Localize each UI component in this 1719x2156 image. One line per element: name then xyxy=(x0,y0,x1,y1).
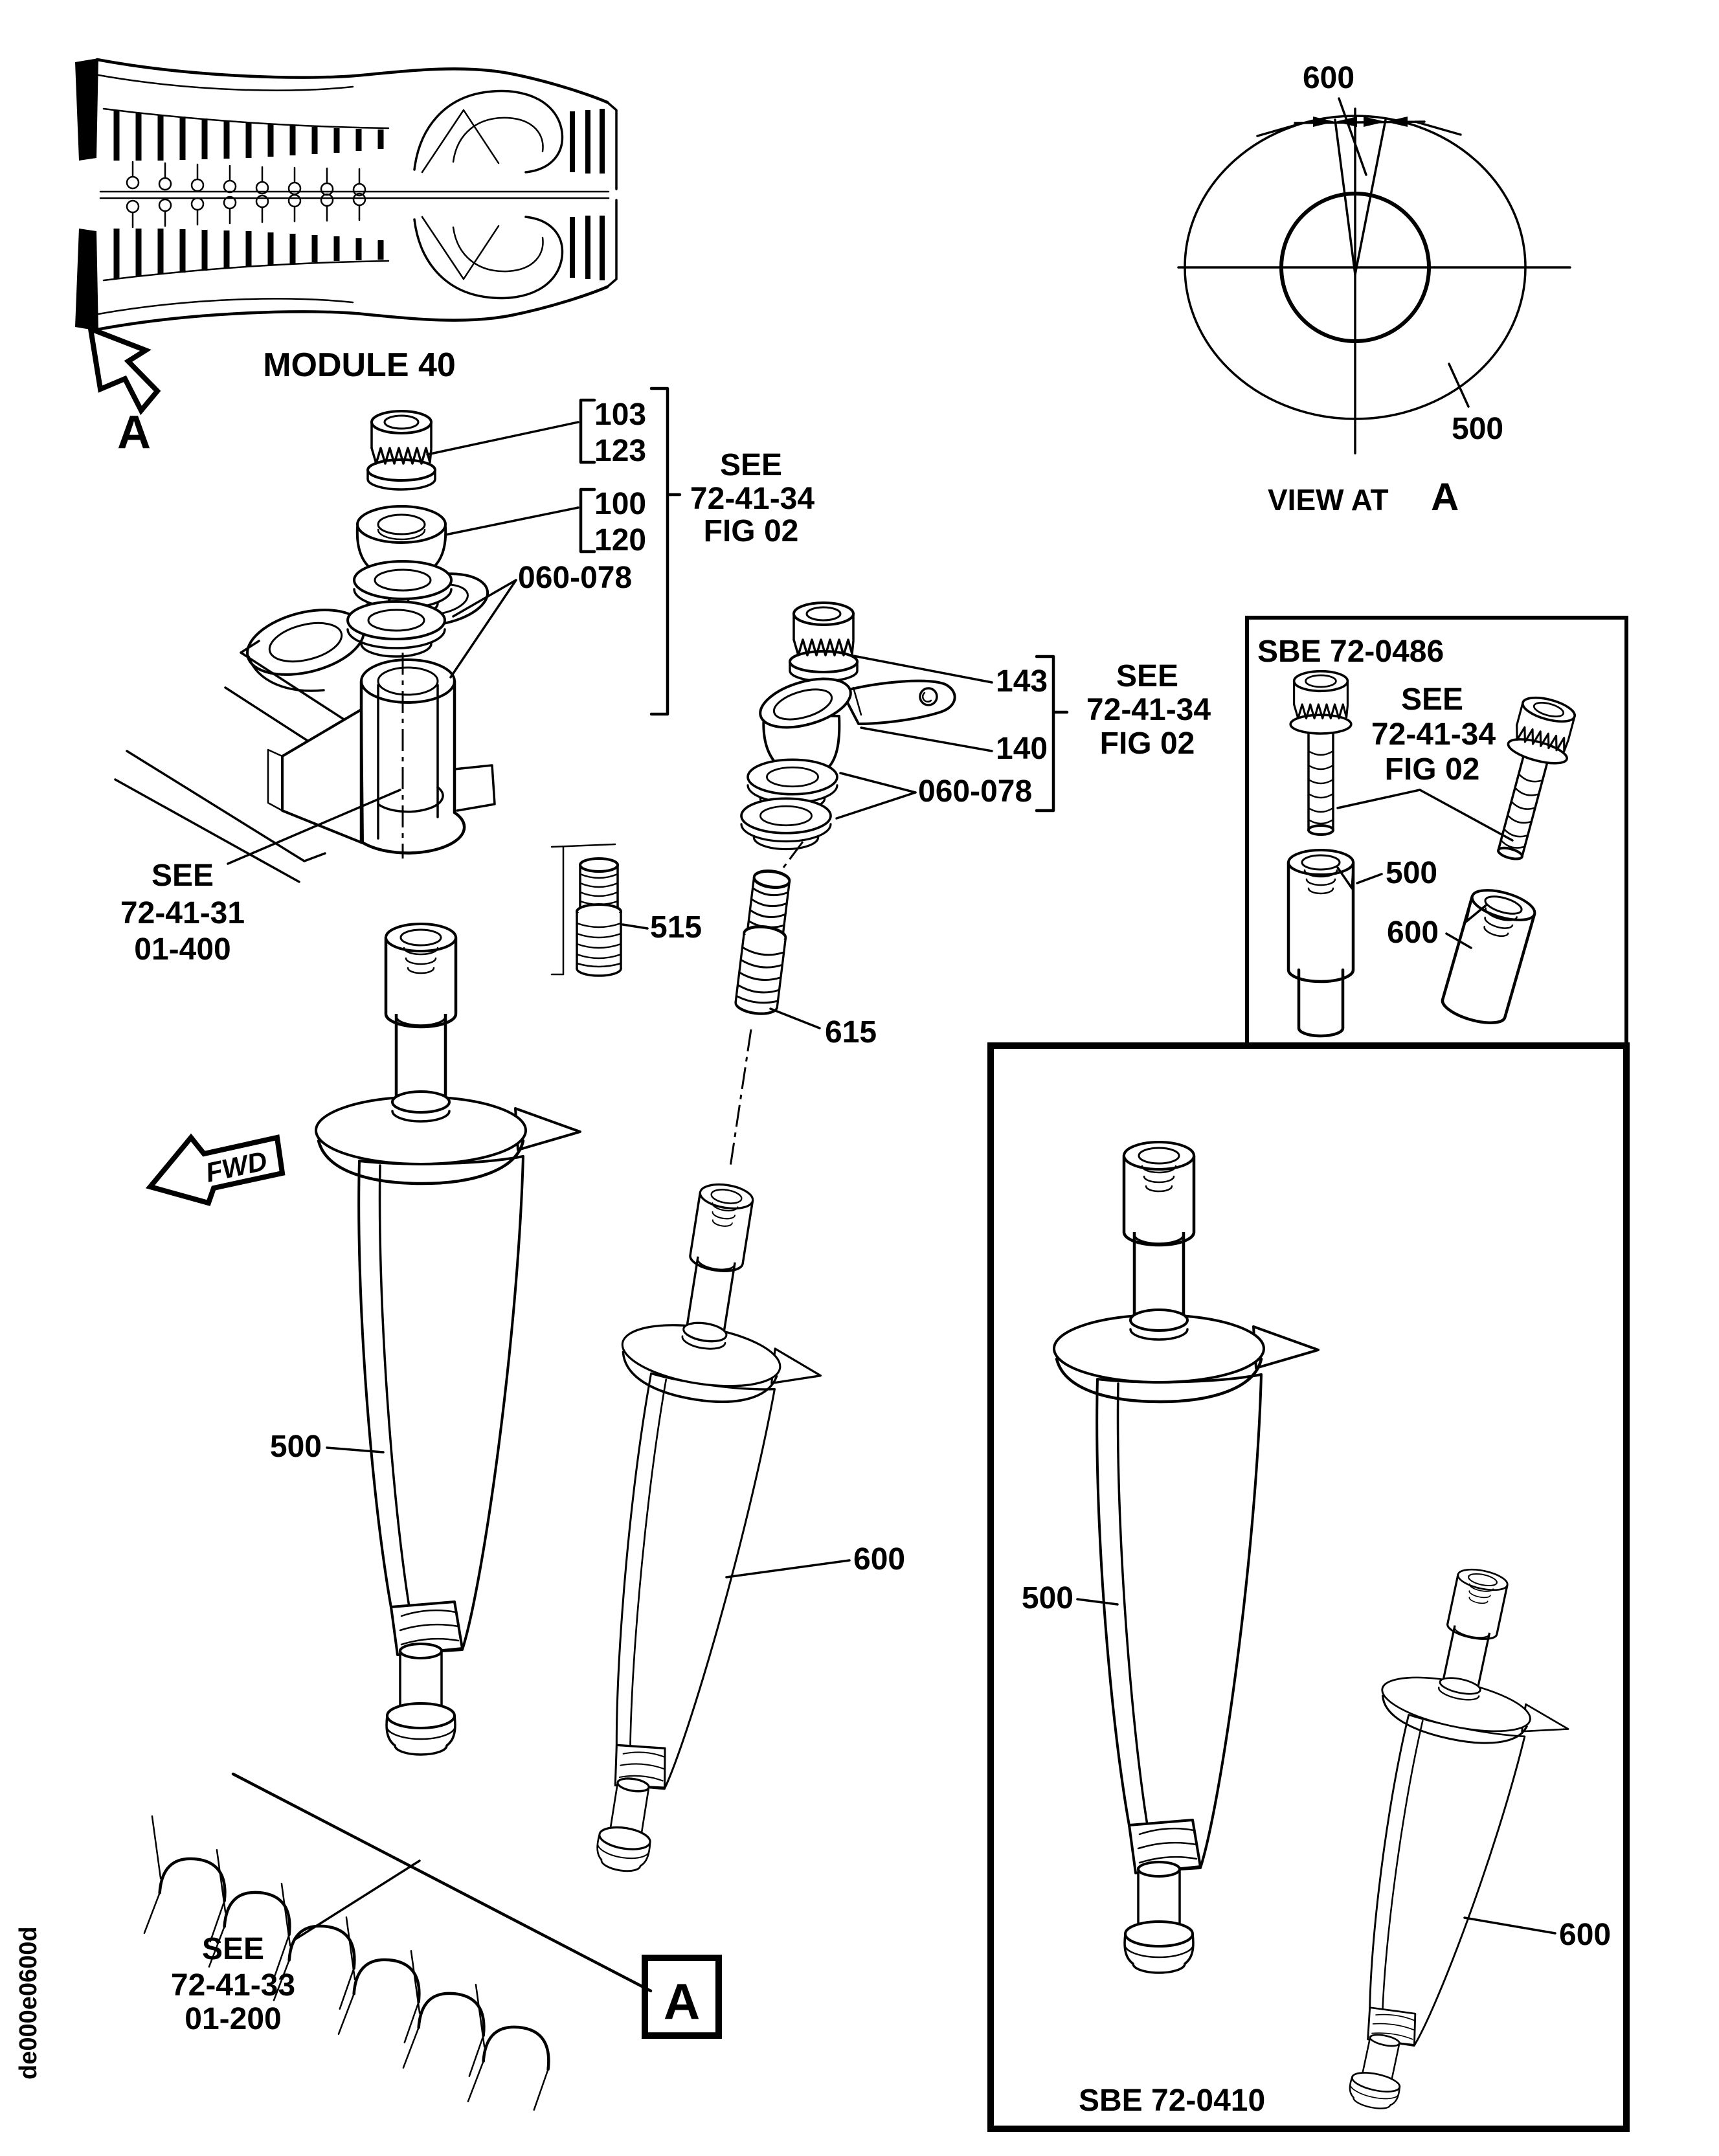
circle-label-600: 600 xyxy=(1302,61,1355,95)
module-label: MODULE 40 xyxy=(263,346,456,384)
label-060-078-mid: 060-078 xyxy=(918,774,1033,809)
circle-label-500: 500 xyxy=(1452,412,1504,446)
detail-marker-letter: A xyxy=(663,1973,701,2030)
label-box-600: 600 xyxy=(1559,1918,1612,1952)
group-bracket xyxy=(651,388,680,714)
label-123: 123 xyxy=(594,434,647,468)
label-sleeve-500: 500 xyxy=(1386,856,1438,890)
label-blade-500: 500 xyxy=(269,1430,322,1464)
disk-see-1: SEE xyxy=(201,1932,265,1966)
leader-500 xyxy=(1449,364,1468,407)
disk-see-3: 01-200 xyxy=(185,2002,282,2036)
fan-blade-500 xyxy=(316,924,580,1755)
view-caption-letter: A xyxy=(1431,475,1459,519)
fwd-label: FWD xyxy=(203,1145,270,1188)
label-sleeve-600: 600 xyxy=(1387,915,1439,950)
item-brackets xyxy=(581,400,594,552)
see-ref-top-3: FIG 02 xyxy=(703,514,799,548)
grommet-lower xyxy=(741,798,831,849)
crosshair xyxy=(1178,109,1570,453)
hub-see-1: SEE xyxy=(151,859,214,893)
main-blades xyxy=(270,924,905,1889)
fwd-arrow xyxy=(150,1138,282,1203)
leader-615 xyxy=(770,1009,820,1028)
label-615: 615 xyxy=(825,1015,877,1050)
label-box-500: 500 xyxy=(1021,1581,1073,1615)
nut-103-123 xyxy=(368,411,435,489)
sleeve-500 xyxy=(1288,850,1353,982)
disk-see-2: 72-41-33 xyxy=(170,1968,296,2003)
stud-515 xyxy=(577,859,621,976)
leader-600 xyxy=(726,1560,849,1577)
label-143: 143 xyxy=(996,664,1048,699)
nut-143 xyxy=(790,603,857,681)
view-direction-arrow xyxy=(91,329,157,410)
disk-rim-line xyxy=(233,1774,651,1991)
grommet-lower xyxy=(348,601,445,657)
lever-140 xyxy=(755,669,955,774)
sleeve-600 xyxy=(1439,884,1538,1029)
see-ref-mid-3: FIG 02 xyxy=(1099,726,1195,761)
blade-box-title: SBE 72-0410 xyxy=(1079,2083,1266,2118)
label-100: 100 xyxy=(594,487,647,521)
see-leaders xyxy=(1338,790,1512,840)
label-blade-600: 600 xyxy=(853,1542,906,1577)
see-ref-mid-1: SEE xyxy=(1116,659,1179,693)
tool-see-2: 72-41-34 xyxy=(1371,717,1496,752)
stud-615 xyxy=(735,869,794,1016)
box-blade-500 xyxy=(1054,1142,1318,1973)
mid-fastener-stack xyxy=(741,603,1211,849)
view-at-a-diagram xyxy=(1178,61,1570,519)
see-ref-top-1: SEE xyxy=(719,448,783,482)
view-caption: VIEW AT xyxy=(1268,483,1389,517)
engine-module-inset xyxy=(75,58,616,458)
see-ref-mid-2: 72-41-34 xyxy=(1086,693,1211,727)
fan-blade-600 xyxy=(541,1173,848,1889)
leader-lines xyxy=(427,422,578,677)
view-arrow-letter: A xyxy=(117,407,151,458)
doc-code: de000e0600d xyxy=(15,1926,42,2080)
studs xyxy=(552,842,877,1167)
leader xyxy=(297,1861,420,1938)
tool-see-3: FIG 02 xyxy=(1384,752,1480,787)
label-060-078-top: 060-078 xyxy=(518,561,633,595)
label-120: 120 xyxy=(594,523,647,557)
top-fastener-stack xyxy=(348,388,815,859)
hub-see-3: 01-400 xyxy=(134,932,231,967)
tool-box-title: SBE 72-0486 xyxy=(1257,634,1444,669)
leader-600 xyxy=(1339,98,1366,175)
tool-see-1: SEE xyxy=(1400,682,1464,717)
blade-box-sbe-72-0410 xyxy=(991,1046,1626,2131)
label-515: 515 xyxy=(650,910,702,945)
label-140: 140 xyxy=(996,732,1048,766)
label-103: 103 xyxy=(594,398,647,432)
see-ref-top-2: 72-41-34 xyxy=(690,482,815,516)
bolt-left xyxy=(1290,671,1351,835)
tool-box-sbe-72-0486 xyxy=(1247,618,1626,1046)
leader-515 xyxy=(623,925,647,928)
box-blade-600 xyxy=(1297,1555,1597,2131)
box-border xyxy=(991,1046,1626,2129)
hub-see-2: 72-41-31 xyxy=(120,896,245,930)
